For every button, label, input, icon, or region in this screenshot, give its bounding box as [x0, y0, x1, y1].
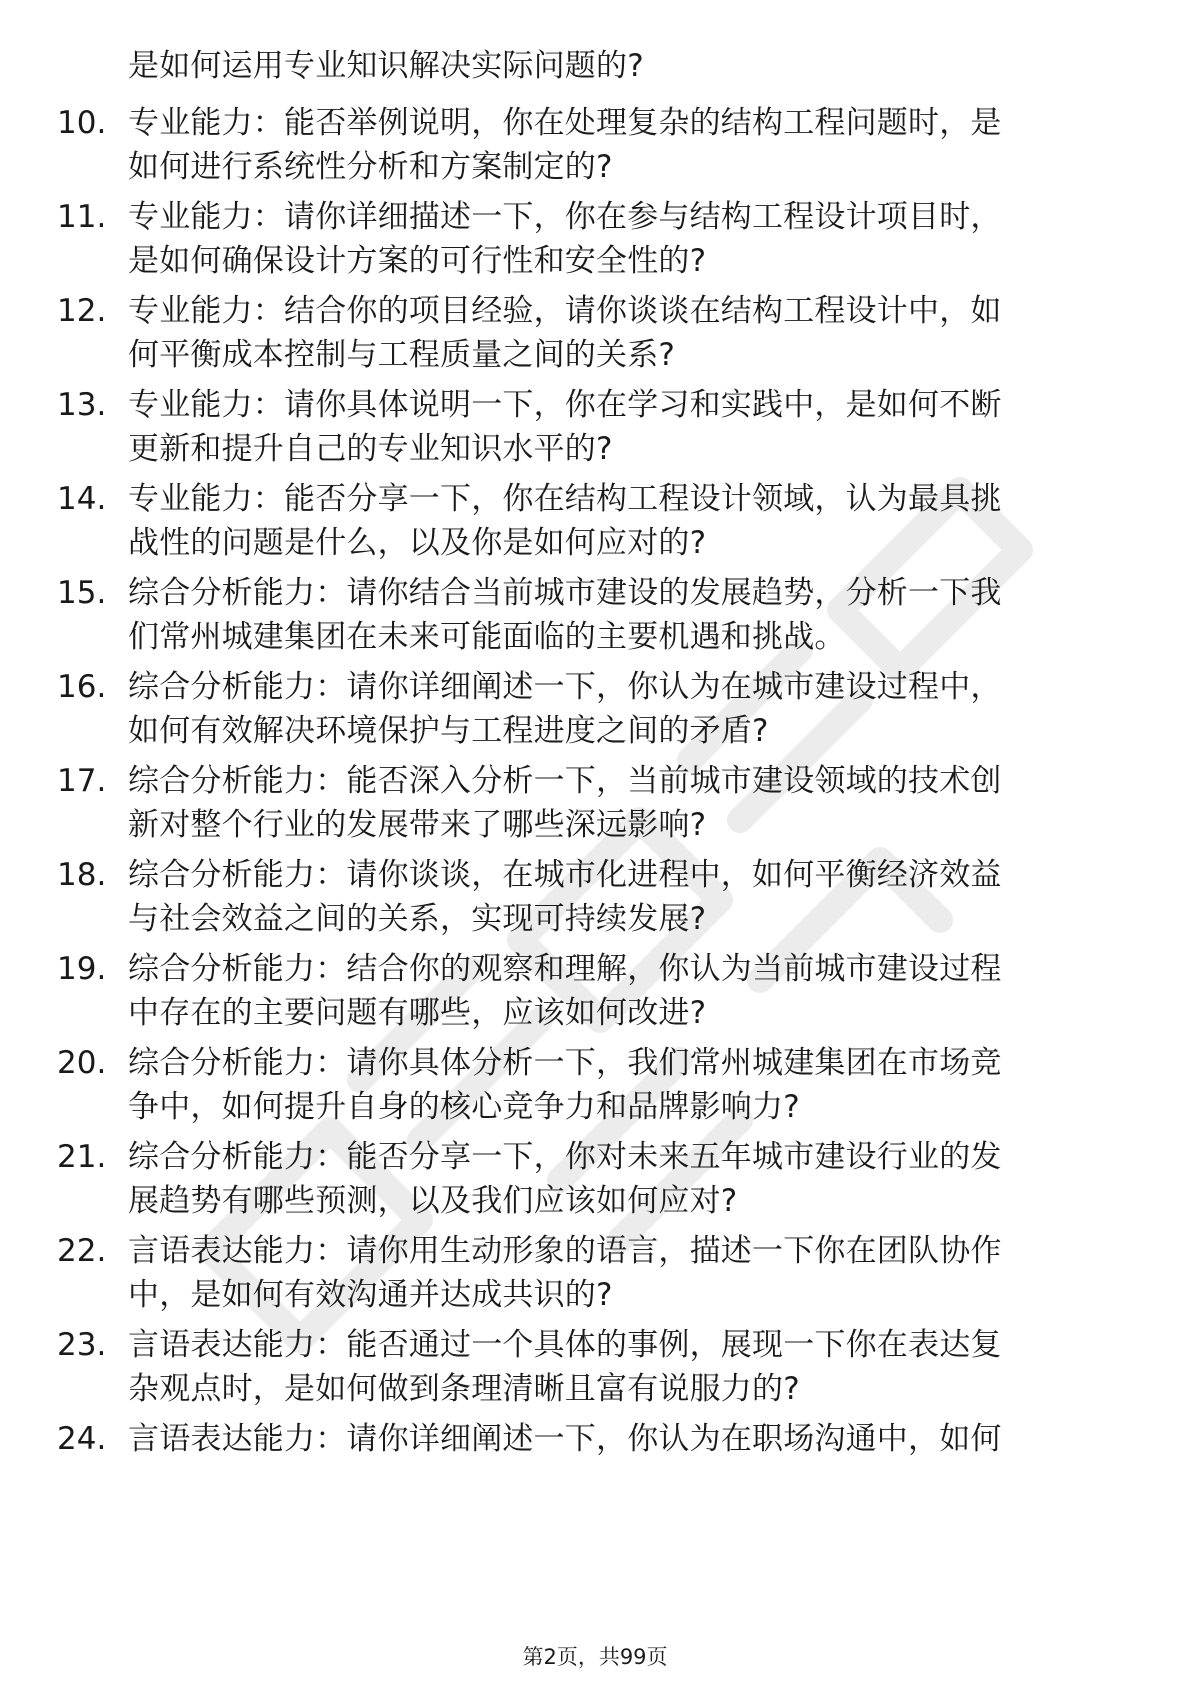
item-number: 21. [57, 1139, 107, 1175]
item-line: 杂观点时，是如何做到条理清晰且富有说服力的? [128, 1371, 800, 1407]
item-number: 13. [57, 387, 107, 423]
item-line: 中，是如何有效沟通并达成共识的? [128, 1277, 613, 1313]
item-number: 14. [57, 481, 107, 517]
item-line: 争中，如何提升自身的核心竞争力和品牌影响力? [128, 1089, 800, 1125]
item-number: 19. [57, 951, 107, 987]
item-number: 18. [57, 857, 107, 893]
item-line: 综合分析能力：请你谈谈，在城市化进程中，如何平衡经济效益 [128, 857, 1002, 893]
item-line: 综合分析能力：能否分享一下，你对未来五年城市建设行业的发 [128, 1139, 1002, 1175]
item-line: 更新和提升自己的专业知识水平的? [128, 431, 613, 467]
item-line: 综合分析能力：能否深入分析一下，当前城市建设领域的技术创 [128, 763, 1002, 799]
item-line: 是如何确保设计方案的可行性和安全性的? [128, 243, 707, 279]
item-line: 专业能力：请你详细描述一下，你在参与结构工程设计项目时， [128, 199, 1002, 235]
item-number: 24. [57, 1421, 107, 1457]
item-line: 专业能力：能否分享一下，你在结构工程设计领域，认为最具挑 [128, 481, 1002, 517]
item-line: 言语表达能力：请你用生动形象的语言，描述一下你在团队协作 [128, 1233, 1002, 1269]
item-number: 12. [57, 293, 107, 329]
item-number: 20. [57, 1045, 107, 1081]
item-number: 10. [57, 105, 107, 141]
item-line: 言语表达能力：请你详细阐述一下，你认为在职场沟通中，如何 [128, 1421, 1002, 1457]
item-line: 综合分析能力：请你具体分析一下，我们常州城建集团在市场竞 [128, 1045, 1002, 1081]
item-line: 们常州城建集团在未来可能面临的主要机遇和挑战。 [128, 619, 846, 655]
item-number: 22. [57, 1233, 107, 1269]
item-line: 战性的问题是什么，以及你是如何应对的? [128, 525, 707, 561]
item-line: 专业能力：请你具体说明一下，你在学习和实践中，是如何不断 [128, 387, 1002, 423]
item-line: 中存在的主要问题有哪些，应该如何改进? [128, 995, 707, 1031]
item-number: 23. [57, 1327, 107, 1363]
item-line: 如何进行系统性分析和方案制定的? [128, 149, 613, 185]
item-number: 11. [57, 199, 107, 235]
item-line: 何平衡成本控制与工程质量之间的关系? [128, 337, 676, 373]
item-line: 综合分析能力：结合你的观察和理解，你认为当前城市建设过程 [128, 951, 1002, 987]
item-line: 与社会效益之间的关系，实现可持续发展? [128, 901, 707, 937]
item-line: 言语表达能力：能否通过一个具体的事例，展现一下你在表达复 [128, 1327, 1002, 1363]
item-line: 综合分析能力：请你结合当前城市建设的发展趋势，分析一下我 [128, 575, 1002, 611]
item-number: 17. [57, 763, 107, 799]
page-number-footer: 第2页，共99页 [522, 1645, 668, 1669]
item-number: 15. [57, 575, 107, 611]
item-line: 专业能力：能否举例说明，你在处理复杂的结构工程问题时，是 [128, 105, 1002, 141]
continuation-line: 是如何运用专业知识解决实际问题的? [128, 48, 644, 84]
item-line: 专业能力：结合你的项目经验，请你谈谈在结构工程设计中，如 [128, 293, 1002, 329]
item-line: 如何有效解决环境保护与工程进度之间的矛盾? [128, 713, 769, 749]
item-number: 16. [57, 669, 107, 705]
item-line: 综合分析能力：请你详细阐述一下，你认为在城市建设过程中， [128, 669, 1002, 705]
item-line: 展趋势有哪些预测，以及我们应该如何应对? [128, 1183, 738, 1219]
item-line: 新对整个行业的发展带来了哪些深远影响? [128, 807, 707, 843]
